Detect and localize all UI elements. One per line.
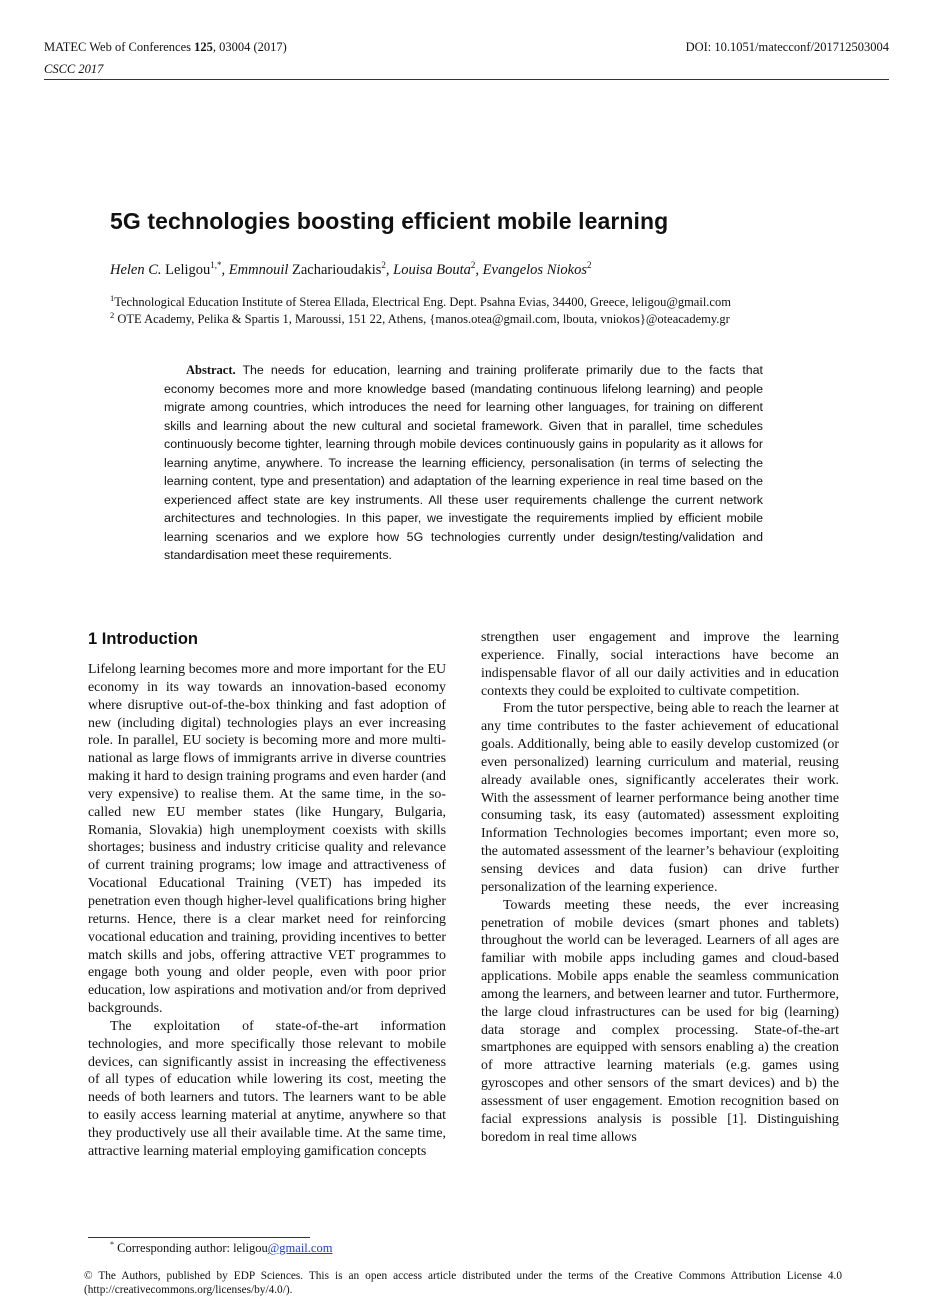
author-4 (483, 262, 592, 278)
paragraph: strengthen user engagement and improve the learning experience. Finally, social interactions have become an indispensable flavor of all our daily activities and in education contexts they could be exploited to cultivate competition. (481, 630, 839, 699)
paragraph: Towards meeting these needs, the ever increasing penetration of mobile devices (smart phones and tablets) throughout the world can be leveraged. Learners of all ages are familiar with mobile apps including games and cloud-based applications. Mobile apps enable the seamless communication among the learners, and between learner and tutor. Furthermore, the large cloud infrastructures can be used for big (learning) data storage and complex processing. State-of-the-art smartphones are equipped with sensors enabling a) the creation of more attractive learning materials (e.g. games using gyroscopes and other sensors of the smart devices) and b) the assessment of user engagement. Emotion recognition based on facial expressions analysis is possible [1]. Distinguishing boredom in real time allows (481, 897, 839, 1145)
author-affiliation-mark: 2 (381, 260, 386, 271)
author-1 (110, 262, 225, 278)
author-separator: , (475, 262, 480, 278)
section-heading: 1 Introduction (88, 630, 198, 648)
author-given-name: Louisa (393, 262, 433, 278)
author-family-name: Niokos (546, 262, 587, 278)
author-family-name: Zacharioudakis (292, 262, 382, 278)
affiliation-text: Technological Education Institute of Sterea Ellada, Electrical Eng. Dept. Psahna Evias, 34400, Greece, leligou@gmail.com (114, 295, 731, 309)
author-given-name: Emmnouil (228, 262, 289, 278)
author-affiliation-mark: 2 (470, 260, 476, 271)
author-3 (393, 262, 479, 278)
author-2 (229, 262, 390, 278)
author-separator: , (221, 262, 226, 278)
footnote-text: Corresponding author: leligou (114, 1241, 268, 1255)
article-number: , 03004 (2017) (212, 40, 287, 54)
paragraph: Lifelong learning becomes more and more important for the EU economy in its way towards an innovation-based economy where disruptive out-of-the-box thinking and fast adoption of new (including digital) technologies plays an ever increasing role. In parallel, EU society is becoming more and more multi-national as large flows of immigrants arrive in diverse countries making it hard to design training programs and even harder (and very expensive) to realise them. At the same time, in the so-called new EU member states (like Hungary, Bulgaria, Romania, Slovakia) high unemployment coexists with skills shortages; business and industry criticise quality and relevance of current training programs; low image and attractiveness of Vocational Educational Training (VET) has impeded its penetration even though higher-level qualifications bring higher returns. Hence, there is a clear market need for reinforcing vocational education and training, providing incentives to better match skills and jobs, offering attractive VET programmes to engage both young and older people, even with poor prior education, low aspirations and motivation and/or from deprived backgrounds. (88, 662, 446, 1017)
affiliation-mark: 1 (110, 292, 115, 303)
paper-title: 5G technologies boosting efficient mobile learning (110, 208, 669, 234)
footnote-mark: * (110, 1239, 114, 1249)
affiliation-2 (110, 311, 730, 327)
conference-name: CSCC 2017 (44, 62, 104, 76)
right-column (481, 629, 839, 1146)
journal-volume: 125 (194, 40, 213, 54)
running-header (44, 40, 889, 82)
author-given-name: Evangelos (482, 262, 544, 278)
author-given-name: Helen C. (110, 262, 162, 278)
journal-name: MATEC Web of Conferences (44, 40, 191, 54)
paragraph: From the tutor perspective, being able to reach the learner at any time contributes to the faster achievement of educational goals. Additionally, being able to easily develop customized (or even personalized) learning curriculum and material, reusing already available ones, significantly accelerates their work. With the assessment of learner performance being another time consuming task, its easy (automated) assessment exploiting Information Technologies becomes important; even more so, the automated assessment of the learner’s behaviour (exploiting sensing devices and data fusion) can drive further personalization of the learning experience. (481, 701, 839, 895)
left-column (88, 629, 446, 1161)
affiliation-text: OTE Academy, Pelika & Spartis 1, Maroussi, 151 22, Athens, {manos.otea@gmail.com, lbouta, vniokos}@oteacademy.gr (114, 312, 730, 326)
affiliation-mark: 2 (110, 309, 115, 320)
author-separator: , (385, 262, 390, 278)
header-rule (44, 79, 889, 80)
footnote-rule (88, 1237, 310, 1238)
author-affiliation-mark: 2 (586, 260, 592, 271)
license-notice: © The Authors, published by EDP Sciences. This is an open access article distributed under the terms of the Creative Commons Attribution License 4.0 (http://creativecommons.org/licenses/by/4.0/). (84, 1270, 842, 1296)
author-affiliation-mark: 1,* (210, 260, 222, 271)
doi: DOI: 10.1051/matecconf/201712503004 (685, 40, 889, 54)
journal-citation (44, 40, 287, 55)
author-list (110, 262, 591, 279)
author-family-name: Leligou (165, 262, 211, 278)
footnote (110, 1241, 332, 1256)
abstract-text: The needs for education, learning and training proliferate primarily due to the facts that economy becomes more and more knowledge based (mandating continuous lifelong learning) and people migrate among countries, which introduces the need for learning other languages, for training on different skills and learning about the new cultural and societal framework. Given that in parallel, time schedules continuously become tighter, learning through mobile devices continuously gains in popularity as it allows for learning anytime, anywhere. To increase the learning efficiency, personalisation (in terms of selecting the learning content, type and presentation) and adaptation of the learning experience in real time based on the experienced affect state are key instruments. All these user requirements challenge the current network architectures and technologies. In this paper, we investigate the requirements implied by efficient mobile learning scenarios and we explore how 5G technologies currently under design/testing/validation and standardisation meet these requirements. (164, 363, 763, 562)
abstract-label: Abstract. (186, 363, 236, 377)
abstract (164, 361, 763, 565)
author-family-name: Bouta (436, 262, 471, 278)
affiliation-1 (110, 294, 731, 310)
email-link[interactable]: @gmail.com (267, 1241, 333, 1255)
paragraph: The exploitation of state-of-the-art information technologies, and more specifically those relevant to mobile devices, can significantly assist in increasing the effectiveness of all types of education while lowering its cost, meeting the needs of both learners and tutors. The learners want to be able to easily access learning material at anytime, anywhere so that they productively use all their available time. At the same time, attractive learning material employing gamification concepts (88, 1018, 446, 1159)
